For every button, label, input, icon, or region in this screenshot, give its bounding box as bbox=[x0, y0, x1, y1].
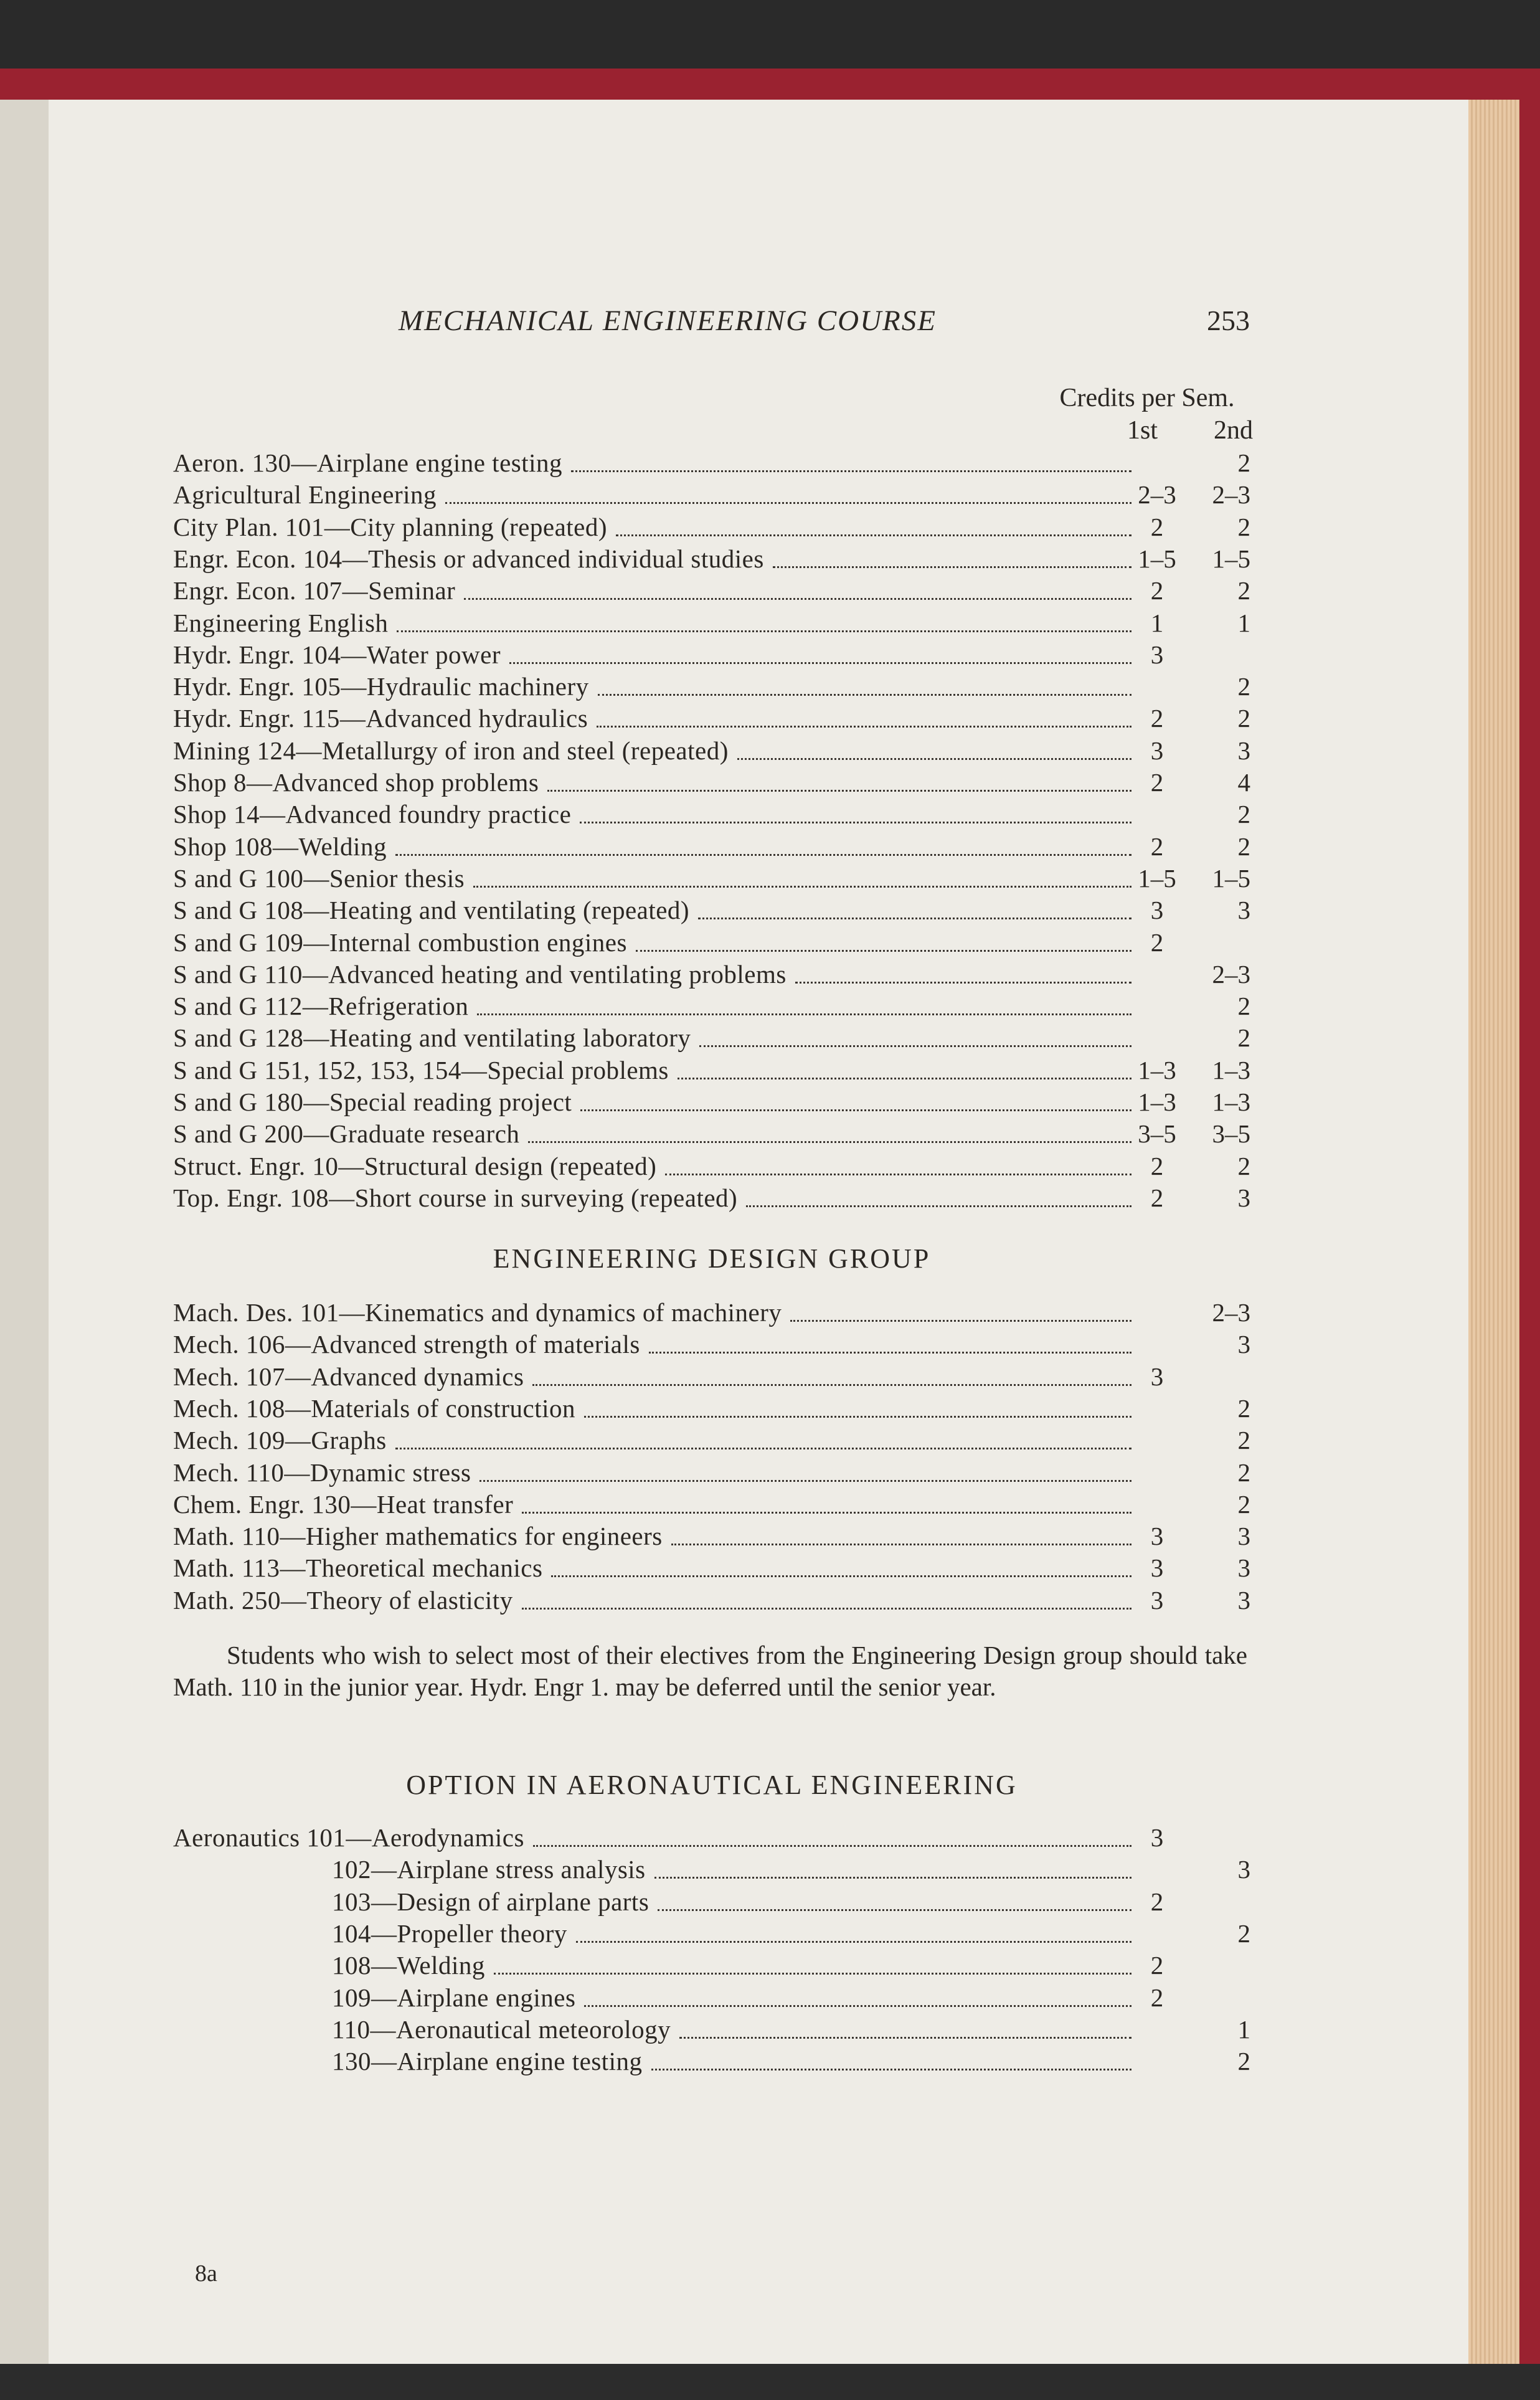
dot-leader bbox=[509, 662, 1131, 664]
first-semester-credits: 1 bbox=[1150, 608, 1164, 637]
course-name: S and G 112—Refrigeration bbox=[173, 992, 469, 1021]
credits-column-header bbox=[1041, 382, 1253, 447]
dot-leader bbox=[494, 1973, 1131, 1975]
dot-leader bbox=[584, 2005, 1131, 2007]
course-name: S and G 109—Internal combustion engines bbox=[173, 927, 627, 957]
course-name: Hydr. Engr. 105—Hydraulic machinery bbox=[173, 672, 589, 701]
dot-leader bbox=[576, 1941, 1131, 1943]
course-row bbox=[173, 1552, 1250, 1584]
dot-leader bbox=[479, 1480, 1131, 1482]
first-semester-credits: 3 bbox=[1150, 1823, 1164, 1852]
second-semester-credits: 2 bbox=[1237, 2047, 1250, 2076]
second-semester-credits: 2 bbox=[1237, 576, 1250, 605]
course-name: S and G 128—Heating and ventilating laboratory bbox=[173, 1023, 691, 1053]
dot-leader bbox=[616, 534, 1131, 536]
second-semester-credits: 3–5 bbox=[1212, 1119, 1250, 1149]
course-row bbox=[173, 1361, 1250, 1393]
second-semester-credits: 2–3 bbox=[1212, 959, 1250, 989]
course-name: S and G 180—Special reading project bbox=[173, 1088, 572, 1116]
dot-leader bbox=[679, 2037, 1131, 2039]
course-row bbox=[173, 927, 1250, 959]
second-semester-credits: 3 bbox=[1237, 736, 1250, 765]
course-name: 108—Welding bbox=[332, 1951, 485, 1980]
course-row bbox=[173, 1055, 1250, 1086]
signature-mark: 8a bbox=[195, 2260, 217, 2287]
course-row bbox=[173, 1425, 1250, 1456]
course-row bbox=[173, 1886, 1250, 1918]
course-name: Math. 250—Theory of elasticity bbox=[173, 1585, 513, 1615]
course-row bbox=[173, 1982, 1250, 2014]
course-row bbox=[173, 1297, 1250, 1329]
course-name: 102—Airplane stress analysis bbox=[332, 1855, 646, 1884]
second-semester-credits: 3 bbox=[1237, 1330, 1250, 1359]
course-name: S and G 100—Senior thesis bbox=[173, 863, 465, 893]
second-semester-credits: 2 bbox=[1237, 800, 1250, 829]
course-name: S and G 108—Heating and ventilating (repeated) bbox=[173, 896, 690, 925]
dot-leader bbox=[522, 1608, 1131, 1610]
course-row bbox=[173, 1118, 1250, 1150]
second-semester-label: 2nd bbox=[1214, 416, 1253, 445]
first-semester-credits: 2 bbox=[1150, 1983, 1164, 2012]
course-name: Aeron. 130—Airplane engine testing bbox=[173, 448, 563, 477]
first-semester-credits: 2 bbox=[1150, 512, 1164, 541]
first-semester-credits: 3 bbox=[1150, 736, 1164, 765]
course-row bbox=[173, 767, 1250, 799]
dot-leader bbox=[445, 502, 1131, 504]
course-name: Mech. 109—Graphs bbox=[173, 1426, 387, 1455]
course-row bbox=[173, 799, 1250, 830]
dot-leader bbox=[522, 1512, 1131, 1514]
first-semester-credits: 2 bbox=[1150, 927, 1164, 957]
course-name: Mech. 107—Advanced dynamics bbox=[173, 1362, 524, 1391]
dot-leader bbox=[584, 1416, 1131, 1418]
course-name: Mining 124—Metallurgy of iron and steel (repeated) bbox=[173, 736, 729, 765]
course-row bbox=[173, 575, 1250, 607]
design-group-heading: ENGINEERING DESIGN GROUP bbox=[493, 1243, 931, 1274]
course-row bbox=[173, 831, 1250, 863]
course-row bbox=[173, 1489, 1250, 1520]
dot-leader bbox=[533, 1845, 1131, 1847]
course-name: Hydr. Engr. 104—Water power bbox=[173, 640, 501, 669]
dot-leader bbox=[737, 758, 1131, 760]
course-row bbox=[173, 639, 1250, 671]
second-semester-credits: 2 bbox=[1237, 1393, 1250, 1423]
dot-leader bbox=[795, 982, 1131, 984]
course-name: Chem. Engr. 130—Heat transfer bbox=[173, 1489, 514, 1519]
dot-leader bbox=[547, 790, 1131, 792]
course-name: 110—Aeronautical meteorology bbox=[332, 2014, 671, 2044]
second-semester-credits: 1 bbox=[1237, 608, 1250, 637]
second-semester-credits: 1 bbox=[1237, 2014, 1250, 2044]
first-semester-credits: 3 bbox=[1150, 1553, 1164, 1583]
course-name: Mech. 108—Materials of construction bbox=[173, 1393, 576, 1423]
first-semester-credits: 3 bbox=[1150, 640, 1164, 669]
dot-leader bbox=[528, 1141, 1131, 1143]
course-row bbox=[173, 2046, 1250, 2077]
dot-leader bbox=[699, 1045, 1131, 1047]
first-semester-credits: 2 bbox=[1150, 1887, 1164, 1916]
second-semester-credits: 1–5 bbox=[1212, 544, 1250, 573]
first-semester-credits: 2 bbox=[1150, 1151, 1164, 1180]
first-semester-credits: 1–3 bbox=[1138, 1088, 1176, 1116]
dot-leader bbox=[790, 1320, 1131, 1322]
second-semester-credits: 3 bbox=[1237, 1183, 1250, 1212]
aero-option-heading: OPTION IN AERONAUTICAL ENGINEERING bbox=[406, 1770, 1018, 1800]
course-name: Mach. Des. 101—Kinematics and dynamics of machinery bbox=[173, 1298, 782, 1327]
dot-leader bbox=[580, 1109, 1131, 1111]
second-semester-credits: 3 bbox=[1237, 896, 1250, 925]
dot-leader bbox=[598, 694, 1131, 696]
course-row bbox=[173, 2014, 1250, 2046]
course-name: Math. 113—Theoretical mechanics bbox=[173, 1553, 543, 1583]
dot-leader bbox=[746, 1205, 1131, 1207]
first-semester-credits: 2 bbox=[1150, 1951, 1164, 1980]
course-row bbox=[173, 1854, 1250, 1885]
dot-leader bbox=[651, 2069, 1131, 2070]
second-semester-credits: 2 bbox=[1237, 1919, 1250, 1948]
course-name: S and G 200—Graduate research bbox=[173, 1119, 520, 1149]
course-name: Mech. 106—Advanced strength of materials bbox=[173, 1330, 640, 1359]
second-semester-credits: 2 bbox=[1237, 992, 1250, 1021]
second-semester-credits: 2–3 bbox=[1212, 1298, 1250, 1327]
course-row bbox=[173, 671, 1250, 703]
first-semester-credits: 3–5 bbox=[1138, 1119, 1176, 1149]
second-semester-credits: 2 bbox=[1237, 1489, 1250, 1519]
dot-leader bbox=[698, 918, 1131, 919]
first-semester-credits: 2–3 bbox=[1138, 480, 1176, 510]
dot-leader bbox=[671, 1544, 1131, 1545]
course-row bbox=[173, 1329, 1250, 1360]
second-semester-credits: 1–5 bbox=[1212, 863, 1250, 893]
second-semester-credits: 3 bbox=[1237, 1585, 1250, 1615]
first-semester-credits: 3 bbox=[1150, 1522, 1164, 1551]
course-row bbox=[173, 511, 1250, 543]
second-semester-credits: 1–3 bbox=[1212, 1055, 1250, 1084]
first-semester-credits: 3 bbox=[1150, 1585, 1164, 1615]
second-semester-credits: 3 bbox=[1237, 1553, 1250, 1583]
dot-leader bbox=[464, 598, 1131, 600]
second-semester-credits: 3 bbox=[1237, 1855, 1250, 1884]
design-group-note: Students who wish to select most of their electives from the Engineering Design group should take Math. 110 in the junior year. Hydr. Engr 1. may be deferred until the senior year. bbox=[173, 1641, 1247, 1701]
scan-background bbox=[0, 2364, 1540, 2400]
course-row bbox=[173, 1393, 1250, 1425]
course-name: Engineering English bbox=[173, 608, 389, 637]
second-semester-credits: 2 bbox=[1237, 1151, 1250, 1180]
dot-leader bbox=[473, 886, 1131, 888]
course-name: 130—Airplane engine testing bbox=[332, 2047, 643, 2076]
course-name: 103—Design of airplane parts bbox=[332, 1887, 650, 1916]
cover-edge bbox=[1519, 100, 1540, 2364]
first-semester-credits: 2 bbox=[1150, 704, 1164, 733]
running-header: MECHANICAL ENGINEERING COURSE bbox=[399, 305, 937, 337]
course-row bbox=[173, 735, 1250, 767]
second-semester-credits: 2 bbox=[1237, 832, 1250, 861]
course-row bbox=[173, 607, 1250, 639]
dot-leader bbox=[551, 1575, 1131, 1577]
dot-leader bbox=[532, 1384, 1131, 1386]
course-name: Engr. Econ. 107—Seminar bbox=[173, 576, 456, 605]
dot-leader bbox=[678, 1078, 1131, 1079]
first-semester-credits: 2 bbox=[1150, 1183, 1164, 1212]
course-name: 104—Propeller theory bbox=[332, 1919, 567, 1948]
dot-leader bbox=[397, 630, 1131, 632]
credits-heading: Credits per Sem. bbox=[1059, 384, 1235, 412]
second-semester-credits: 2–3 bbox=[1212, 480, 1250, 510]
second-semester-credits: 2 bbox=[1237, 672, 1250, 701]
course-row bbox=[173, 703, 1250, 734]
course-row bbox=[173, 1822, 1250, 1854]
dot-leader bbox=[477, 1013, 1131, 1015]
first-semester-credits: 2 bbox=[1150, 768, 1164, 797]
course-name: 109—Airplane engines bbox=[332, 1983, 576, 2012]
course-row bbox=[173, 1150, 1250, 1182]
second-semester-credits: 2 bbox=[1237, 1426, 1250, 1455]
dot-leader bbox=[395, 854, 1131, 856]
first-semester-credits: 3 bbox=[1150, 896, 1164, 925]
course-row bbox=[173, 1918, 1250, 1950]
first-semester-credits: 1–5 bbox=[1138, 544, 1176, 573]
course-name: City Plan. 101—City planning (repeated) bbox=[173, 512, 608, 541]
course-name: Math. 110—Higher mathematics for engineers bbox=[173, 1522, 663, 1551]
course-row bbox=[173, 1022, 1250, 1054]
dot-leader bbox=[636, 950, 1131, 952]
first-semester-credits: 3 bbox=[1150, 1362, 1164, 1391]
course-name: Top. Engr. 108—Short course in surveying (repeated) bbox=[173, 1183, 738, 1212]
course-row bbox=[173, 894, 1250, 926]
course-name: Engr. Econ. 104—Thesis or advanced individual studies bbox=[173, 544, 764, 573]
course-name: Aeronautics 101—Aerodynamics bbox=[173, 1823, 524, 1852]
dot-leader bbox=[597, 726, 1131, 728]
course-name: S and G 110—Advanced heating and ventilating problems bbox=[173, 959, 787, 989]
second-semester-credits: 2 bbox=[1237, 1023, 1250, 1053]
dot-leader bbox=[665, 1174, 1131, 1175]
course-row bbox=[173, 479, 1250, 511]
course-row bbox=[173, 959, 1250, 990]
dot-leader bbox=[773, 566, 1131, 568]
left-page-edge bbox=[0, 100, 50, 2367]
course-row bbox=[173, 447, 1250, 479]
course-name: Mech. 110—Dynamic stress bbox=[173, 1458, 471, 1487]
first-semester-credits: 1–5 bbox=[1138, 863, 1176, 893]
dot-leader bbox=[395, 1448, 1131, 1449]
dot-leader bbox=[649, 1352, 1131, 1354]
book-cover-band bbox=[0, 69, 1540, 103]
second-semester-credits: 2 bbox=[1237, 1458, 1250, 1487]
second-semester-credits: 3 bbox=[1237, 1522, 1250, 1551]
course-row bbox=[173, 543, 1250, 575]
course-name: Shop 14—Advanced foundry practice bbox=[173, 800, 572, 829]
dot-leader bbox=[654, 1877, 1131, 1879]
course-name: Struct. Engr. 10—Structural design (repeated) bbox=[173, 1151, 657, 1180]
first-semester-credits: 2 bbox=[1150, 576, 1164, 605]
second-semester-credits: 2 bbox=[1237, 512, 1250, 541]
second-semester-credits: 2 bbox=[1237, 704, 1250, 733]
course-name: Shop 8—Advanced shop problems bbox=[173, 768, 539, 797]
second-semester-credits: 2 bbox=[1237, 448, 1250, 477]
course-row bbox=[173, 1520, 1250, 1552]
course-name: Hydr. Engr. 115—Advanced hydraulics bbox=[173, 704, 588, 733]
course-row bbox=[173, 863, 1250, 894]
first-semester-credits: 1–3 bbox=[1138, 1055, 1176, 1084]
course-row bbox=[173, 1457, 1250, 1489]
course-row bbox=[173, 1950, 1250, 1981]
first-semester-label: 1st bbox=[1127, 416, 1158, 445]
dot-leader bbox=[658, 1909, 1131, 1911]
course-name: Agricultural Engineering bbox=[173, 480, 437, 510]
second-semester-credits: 4 bbox=[1237, 768, 1250, 797]
first-semester-credits: 2 bbox=[1150, 832, 1164, 861]
course-row bbox=[173, 990, 1250, 1022]
course-name: S and G 151, 152, 153, 154—Special problems bbox=[173, 1055, 669, 1084]
course-row bbox=[173, 1585, 1250, 1616]
dot-leader bbox=[580, 822, 1131, 823]
course-row bbox=[173, 1086, 1250, 1118]
course-name: Shop 108—Welding bbox=[173, 832, 387, 861]
page-number: 253 bbox=[1207, 305, 1250, 336]
course-row bbox=[173, 1182, 1250, 1214]
second-semester-credits: 1–3 bbox=[1212, 1088, 1250, 1116]
dot-leader bbox=[571, 470, 1131, 472]
